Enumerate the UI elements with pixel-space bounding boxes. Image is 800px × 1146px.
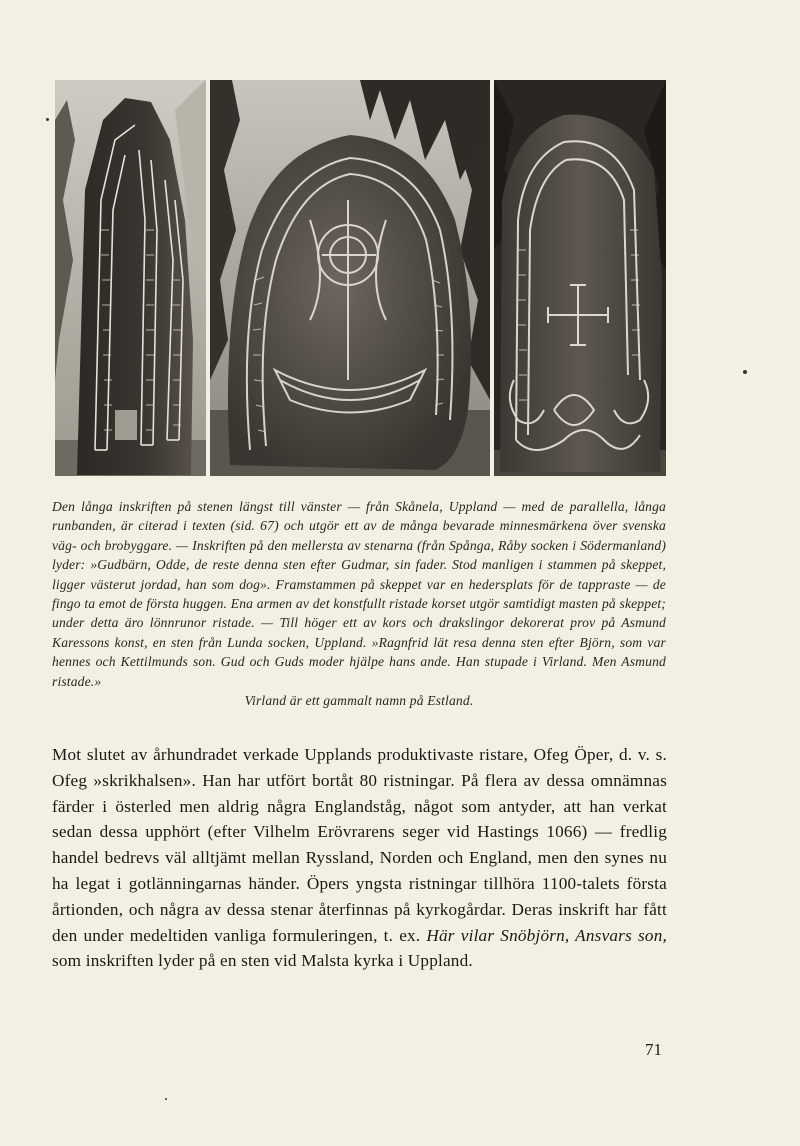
page-number: 71	[645, 1040, 662, 1059]
paper-speck	[165, 1098, 167, 1100]
rune-stone-spanga-photo	[210, 80, 490, 476]
caption-last-line: Virland är ett gammalt namn på Estland.	[244, 693, 474, 709]
body-paragraph	[52, 742, 667, 974]
body-quote-italic: Här vilar Snöbjörn, Ansvars son,	[426, 925, 668, 945]
paper-speck	[46, 118, 49, 121]
rune-stone-lunda-photo	[494, 80, 666, 476]
rune-stone-skanela-photo	[55, 80, 206, 476]
body-text-before: Mot slutet av århundradet verkade Upplands produktivaste ristare, Ofeg Öper, d. v. s. Ofeg »skrikhalsen». Han har utfört bortåt 80 ristningar. På flera av dessa omnämnas färder i österled men aldrig några Englandståg, något som antyder, att han verkat sedan dessa upphört (efter Vilhelm Erövrarens seger vid Hastings 1066) — fredlig handel bedrevs väl alltjämt mellan Ryssland, Norden och England, men den synes nu ha legat i gotlänningarnas händer. Öpers yngsta ristningar tillhöra 1100-talets första årtionden, och några av dessa stenar återfinnas på kyrkogårdar. Deras inskrift har fått den under medeltiden vanliga formuleringen, t. ex.	[52, 745, 667, 945]
body-text-after: som inskriften lyder på en sten vid Malsta kyrka i Uppland.	[52, 951, 473, 971]
photo-plate	[55, 80, 666, 476]
figure-caption	[52, 497, 666, 710]
caption-main-text: Den långa inskriften på stenen längst till vänster — från Skånela, Uppland — med de parallella, långa runbanden, är citerad i texten (sid. 67) och utgör ett av de många bevarade minnesmärkena över svenska väg- och brobyggare. — Inskriften på den mellersta av stenarna (från Spånga, Råby socken i Södermanland) lyder: »Gudbärn, Odde, de reste denna sten efter Gudmar, sin fader. Stod manligen i stammen på skeppet, ligger västerut jordad, han som dog». Framstammen på skeppet var en hedersplats för de tappraste — de fingo ta emot de första huggen. Ena armen av det konstfullt ristade korset utgör samtidigt masten på skeppet; under detta äro lönnrunor ristade. — Till höger ett av kors och drakslingor dekorerat prov på Asmund Karessons konst, en sten från Lunda socken, Uppland. »Ragnfrid lät resa denna sten efter Björn, som var hennes och Kettilmunds son. Gud och Guds moder hjälpe hans ande. Han stupade i Virland. Men Asmund ristade.»	[52, 499, 666, 689]
paper-speck	[743, 370, 747, 374]
